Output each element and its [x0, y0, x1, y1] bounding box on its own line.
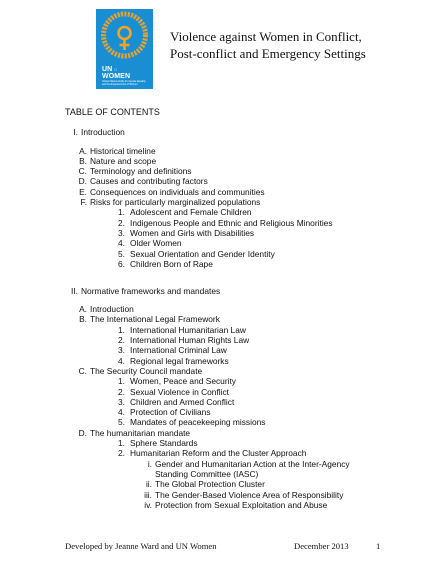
toc-item-number: iv. [144, 499, 152, 510]
toc-item-label: Humanitarian Reform and the Cluster Approach [130, 448, 307, 459]
toc-item-number: 3. [118, 345, 125, 356]
toc-item-number: iii. [144, 489, 152, 500]
un-women-wordmark: UN □ WOMEN [102, 66, 131, 80]
toc-item-label: Women and Girls with Disabilities [130, 227, 255, 238]
toc-item-number: E. [79, 186, 87, 197]
toc-item-label: Mandates of peacekeeping missions [130, 417, 266, 428]
toc-item-label: The Security Council mandate [90, 365, 203, 376]
toc-item-number: B. [79, 155, 87, 166]
toc-item-label: Introduction [90, 304, 134, 315]
toc-item-number: 4. [118, 238, 125, 249]
toc-item-number: 5. [118, 417, 125, 428]
toc-item-label: The humanitarian mandate [90, 427, 191, 438]
toc-heading: TABLE OF CONTENTS [65, 107, 160, 117]
footer-date: December 2013 [294, 541, 349, 551]
toc-item-number: 2. [118, 217, 125, 228]
toc-item-label: Regional legal frameworks [130, 355, 229, 366]
toc-item-label: The Gender-Based Violence Area of Responsibility [155, 489, 344, 500]
toc-item-number: 4. [118, 407, 125, 418]
toc-item-continuation: Standing Committee (IASC) [155, 468, 259, 479]
toc-item-number: 2. [118, 448, 125, 459]
toc-item-label: International Humanitarian Law [130, 324, 246, 335]
toc-item-label: Indigenous People and Ethnic and Religious Minorities [130, 217, 333, 228]
toc-item-label: Older Women [130, 238, 182, 249]
toc-item-label: International Human Rights Law [130, 335, 250, 346]
toc-item-number: II. [71, 285, 78, 296]
toc-item-number: I. [73, 127, 78, 137]
toc-item-number: 2. [118, 386, 125, 397]
toc-item-number: 1. [118, 376, 125, 387]
toc-item-number: A. [79, 145, 87, 156]
toc-item-number: 1. [118, 324, 125, 335]
toc-item-label: Sexual Orientation and Gender Identity [130, 248, 275, 259]
toc-item-number: A. [79, 304, 87, 315]
toc-item-number: C. [78, 365, 87, 376]
toc-item-number: 4. [118, 355, 125, 366]
toc-item-label: Protection from Sexual Exploitation and Abuse [155, 499, 328, 510]
toc-item-label: Risks for particularly marginalized populations [90, 197, 261, 208]
toc-item-label: Consequences on individuals and communities [90, 186, 265, 197]
toc-item-label: Adolescent and Female Children [130, 207, 252, 218]
toc-item-number: ii. [145, 479, 152, 490]
toc-item-label: Protection of Civilians [130, 407, 211, 418]
toc-item-number: C. [78, 166, 87, 177]
toc-item-label: Children Born of Rape [130, 258, 213, 269]
toc-item-label: Historical timeline [90, 145, 156, 156]
toc-item-label: Nature and scope [90, 155, 157, 166]
toc-item-label: The International Legal Framework [90, 314, 220, 325]
toc-item-label: Sexual Violence in Conflict [130, 386, 230, 397]
toc-item-label: International Criminal Law [130, 345, 227, 356]
toc-item-number: 1. [118, 207, 125, 218]
footer-author: Developed by Jeanne Ward and UN Women [65, 541, 217, 551]
toc-item-number: D. [78, 427, 87, 438]
toc-item-number: 5. [118, 248, 125, 259]
toc-item-label: Sphere Standards [130, 438, 198, 449]
title-line-1: Violence against Women in Conflict, [170, 29, 362, 44]
title-line-2: Post-conflict and Emergency Settings [170, 46, 366, 61]
toc-item-label: Introduction [81, 127, 125, 137]
toc-item-label: Gender and Humanitarian Action at the Inter-Agency [155, 458, 350, 469]
toc-item-label: The Global Protection Cluster [155, 479, 265, 490]
toc-item-label: Children and Armed Conflict [130, 396, 235, 407]
toc-item-number: B. [79, 314, 87, 325]
toc-item-number: F. [80, 197, 87, 208]
toc-item-number: 3. [118, 396, 125, 407]
toc-item-number: 3. [118, 227, 125, 238]
toc-item-number: 6. [118, 258, 125, 269]
toc-item-number: D. [78, 176, 87, 187]
toc-item-label: Women, Peace and Security [130, 376, 236, 387]
venus-emblem-icon [96, 9, 153, 67]
toc-item-number: i. [147, 458, 152, 469]
toc-item-label: Causes and contributing factors [90, 176, 208, 187]
toc-item-number: 1. [118, 438, 125, 449]
un-women-logo [96, 9, 153, 89]
footer-page-number: 1 [376, 541, 381, 551]
toc-item-label: Terminology and definitions [90, 166, 192, 177]
toc-item-label: Normative frameworks and mandates [81, 285, 221, 296]
document-title [170, 28, 366, 62]
toc-item-number: 2. [118, 335, 125, 346]
logo-tagline: United Nations Entity for Gender Equality and the Empowerment of Women [102, 80, 146, 86]
